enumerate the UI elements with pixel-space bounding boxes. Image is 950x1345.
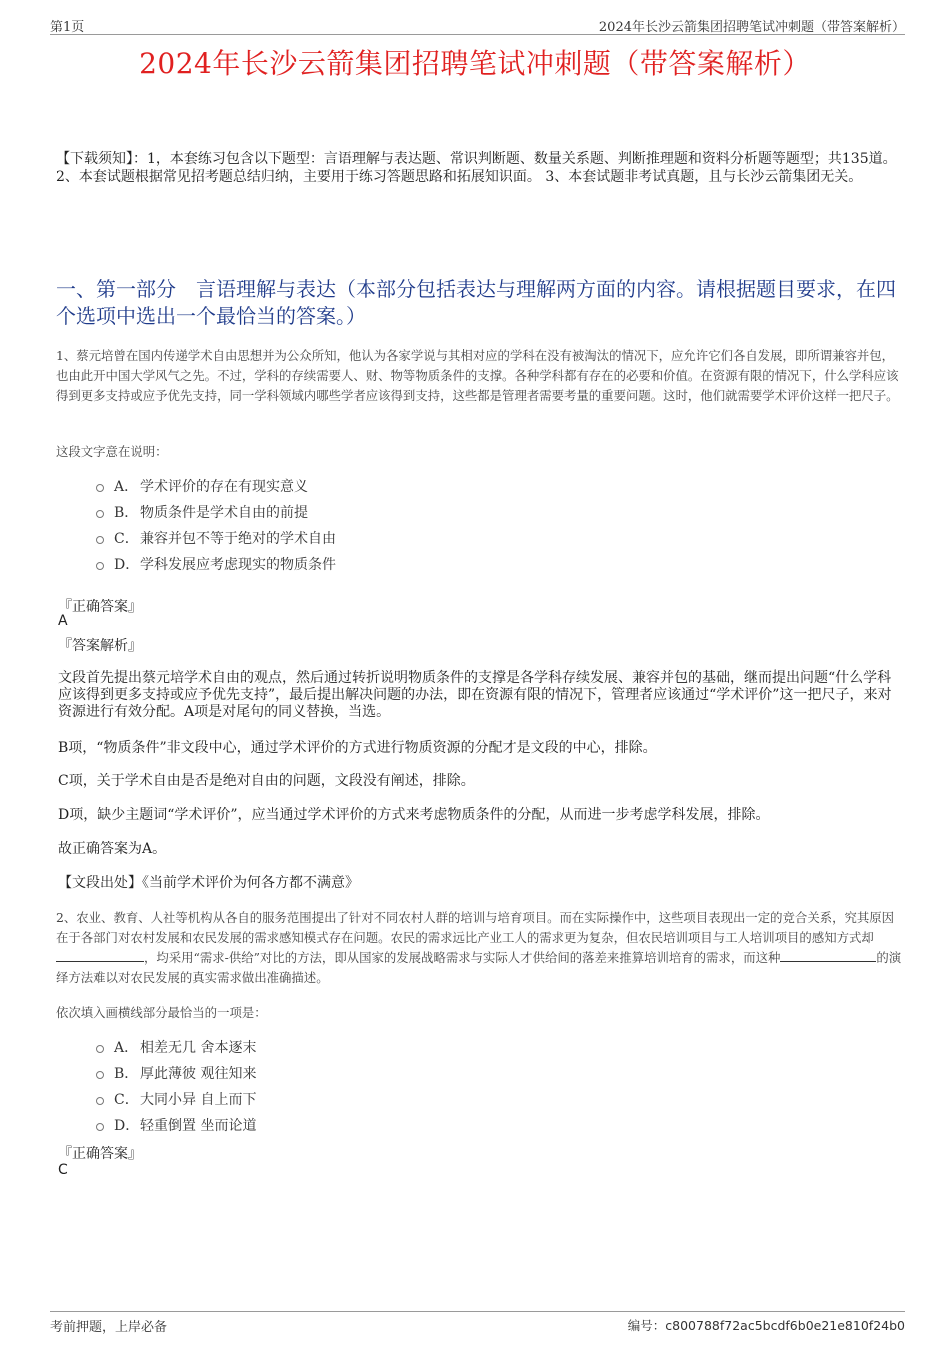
radio-icon[interactable] xyxy=(96,562,104,570)
radio-icon[interactable] xyxy=(96,484,104,492)
radio-icon[interactable] xyxy=(96,536,104,544)
option-d[interactable]: D． 学科发展应考虑现实的物质条件 xyxy=(96,551,336,577)
answer-heading: 『正确答案』 xyxy=(58,599,142,615)
question-2-options xyxy=(96,1034,256,1138)
question-1-options xyxy=(96,473,336,577)
option-d[interactable]: D． 轻重倒置 坐而论道 xyxy=(96,1112,256,1138)
option-c[interactable]: C． 兼容并包不等于绝对的学术自由 xyxy=(96,525,336,551)
page-number: 第1页 xyxy=(50,20,85,35)
page-footer xyxy=(50,1311,905,1336)
download-notice: 【下载须知】：1，本套练习包含以下题型：言语理解与表达题、常识判断题、数量关系题、判断推理题和资料分析题等题型；共135道。 2、本套试题根据常见招考题总结归纳，主要用于练习答题思路和拓展知识面。 3、本套试题非考试真题，且与长沙云箭集团无关。 xyxy=(56,151,897,185)
analysis-paragraph: 文段首先提出蔡元培学术自由的观点，然后通过转折说明物质条件的支撑是各学科存续发展、兼容并包的基础，继而提出问题“什么学科应该得到更多支持或应予优先支持”，最后提出解决问题的办法，即在资源有限的情况下，管理者应该通过“学术评价”这一把尺子，来对资源进行有效分配。A项是对尾句的同义替换，当选。 xyxy=(58,670,892,720)
header-doc-title: 2024年长沙云箭集团招聘笔试冲刺题（带答案解析） xyxy=(598,20,905,35)
fill-blank xyxy=(56,949,144,962)
page-header xyxy=(50,14,905,35)
analysis-paragraph: B项，“物质条件”非文段中心，通过学术评价的方式进行物质资源的分配才是文段的中心，排除。 xyxy=(58,740,657,756)
answer-value: A xyxy=(58,613,68,629)
document-code: 编号：c800788f72ac5bcdf6b0e21e810f24b0 xyxy=(627,1318,905,1333)
analysis-paragraph: D项，缺少主题词“学术评价”，应当通过学术评价的方式来考虑物质条件的分配，从而进一步考虑学科发展，排除。 xyxy=(58,807,770,823)
analysis-paragraph: C项，关于学术自由是否是绝对自由的问题，文段没有阐述，排除。 xyxy=(58,773,475,789)
question-2-text: 2、农业、教育、人社等机构从各自的服务范围提出了针对不同农村人群的培训与培育项目。而在实际操作中，这些项目表现出一定的竞合关系，究其原因在于各部门对农村发展和农民发展的需求感知模式存在问题。农民的需求远比产业工人的需求更为复杂，但农民培训项目与工人培训项目的感知方式却，均采用“需求-供给”对比的方法，即从国家的发展战略需求与实际人才供给间的落差来推算培训培育的需求，而这种 的演绎方法难以对农民发展的真实需求做出准确描述。 xyxy=(56,910,902,985)
analysis-conclusion: 故正确答案为A。 xyxy=(58,841,167,857)
radio-icon[interactable] xyxy=(96,1123,104,1131)
radio-icon[interactable] xyxy=(96,1097,104,1105)
option-a[interactable]: A． 相差无几 舍本逐末 xyxy=(96,1034,256,1060)
section-title: 一、第一部分 言语理解与表达（本部分包括表达与理解两方面的内容。请根据题目要求，在四个选项中选出一个最恰当的答案。） xyxy=(56,277,896,328)
question-1-stem: 这段文字意在说明： xyxy=(56,444,168,459)
option-a[interactable]: A． 学术评价的存在有现实意义 xyxy=(96,473,336,499)
radio-icon[interactable] xyxy=(96,1071,104,1079)
radio-icon[interactable] xyxy=(96,1045,104,1053)
analysis-heading: 『答案解析』 xyxy=(58,638,142,654)
radio-icon[interactable] xyxy=(96,510,104,518)
document-title: 2024年长沙云箭集团招聘笔试冲刺题（带答案解析） xyxy=(139,47,811,80)
fill-blank xyxy=(780,949,876,962)
footer-slogan: 考前押题，上岸必备 xyxy=(50,1320,168,1335)
answer-heading: 『正确答案』 xyxy=(58,1146,142,1162)
option-b[interactable]: B． 物质条件是学术自由的前提 xyxy=(96,499,336,525)
question-2-stem: 依次填入画横线部分最恰当的一项是： xyxy=(56,1005,267,1020)
option-c[interactable]: C． 大同小异 自上而下 xyxy=(96,1086,256,1112)
option-b[interactable]: B． 厚此薄彼 观往知来 xyxy=(96,1060,256,1086)
source-citation: 【文段出处】《当前学术评价为何各方都不满意》 xyxy=(58,875,359,891)
answer-value: C xyxy=(58,1162,68,1178)
question-1-text: 1、蔡元培曾在国内传递学术自由思想并为公众所知，他认为各家学说与其相对应的学科在没有被淘汰的情况下，应允许它们各自发展，即所谓兼容并包，也由此开中国大学风气之先。不过，学科的存续需要人、财、物等物质条件的支撑。各种学科都有存在的必要和价值。在资源有限的情况下，什么学科应该得到更多支持或应予优先支持，同一学科领域内哪些学者应该得到支持，这些都是管理者需要考量的重要问题。这时，他们就需要学术评价这样一把尺子。 xyxy=(56,348,899,403)
